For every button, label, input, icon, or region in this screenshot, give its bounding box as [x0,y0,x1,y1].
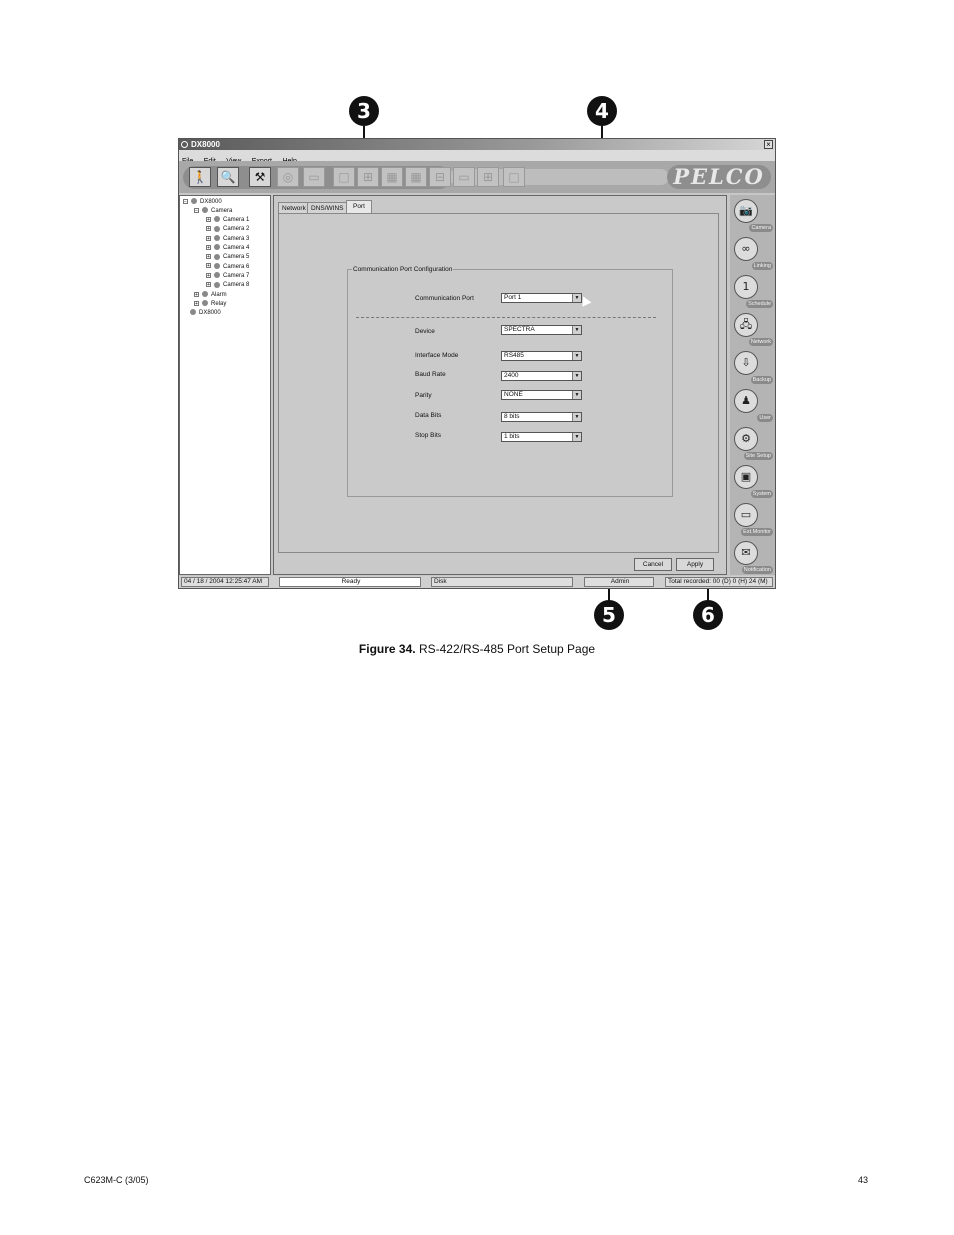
dropdown-arrow-icon[interactable]: ▼ [572,391,581,399]
dropdown-arrow-icon[interactable]: ▼ [572,433,581,441]
menu-bar [179,150,775,161]
nav-label: Notification [743,567,771,573]
pelco-logo: PELCO [667,165,771,189]
expand-icon[interactable]: + [207,272,210,279]
callout-6: 6 [693,600,723,630]
application-window [178,138,776,589]
window-title: DX8000 [191,140,220,149]
user-icon: ♟ [734,389,758,413]
nav-notification-button[interactable] [733,540,773,576]
parity-label: Parity [415,392,432,399]
layout-5-icon[interactable]: ⊟ [429,167,451,187]
nav-ext-monitor-button[interactable] [733,502,773,538]
nav-label: Linking [753,263,771,269]
status-ready: Ready [279,577,421,587]
tree-root[interactable]: − DX8000 [184,198,222,205]
data-bits-label: Data Bits [415,412,442,419]
comm-port-select[interactable]: Port 1 ▼ [501,293,582,303]
nav-camera-button[interactable] [733,198,773,234]
expand-icon[interactable]: + [207,235,210,242]
baud-rate-select[interactable]: 2400 ▼ [501,371,582,381]
group-title: Communication Port Configuration [353,266,453,273]
tools-icon[interactable]: ⚒ [249,167,271,187]
layout-3x3-icon[interactable]: ▦ [381,167,403,187]
network-icon: 🖧 [734,313,758,337]
server-drive-icon [190,309,196,315]
disabled-1-icon[interactable]: ◎ [277,167,299,187]
tree-camera-8[interactable]: + Camera 8 [207,282,250,289]
nav-network-button[interactable] [733,312,773,348]
status-datetime: 04 / 18 / 2004 12:25:47 AM [181,577,269,587]
nav-system-button[interactable] [733,464,773,500]
layout-6-icon[interactable]: ▭ [453,167,475,187]
interface-mode-label: Interface Mode [415,352,459,359]
device-select[interactable]: SPECTRA ▼ [501,325,582,335]
camera-icon [202,207,208,213]
schedule-icon: 1 [734,275,758,299]
camera-icon [214,216,220,222]
separator [356,317,656,318]
camera-icon: 📷 [734,199,758,223]
server-icon [191,198,197,204]
callout-4: 4 [587,96,617,126]
tree-server[interactable]: DX8000 [190,309,221,317]
tree-camera-1[interactable]: + Camera 1 [207,216,250,223]
data-bits-select[interactable]: 8 bits ▼ [501,412,582,422]
camera-icon [214,282,220,288]
alarm-icon [202,291,208,297]
tree-relay[interactable]: + Relay [195,300,227,307]
tree-alarm[interactable]: + Alarm [195,291,227,298]
status-bar [179,576,775,588]
camera-icon [214,235,220,241]
backup-icon: ⇩ [734,351,758,375]
status-disk: Disk [431,577,573,587]
expand-icon[interactable]: + [195,300,198,307]
nav-label: Ext.Monitor [743,529,771,535]
nav-label: System [752,491,771,497]
apply-button[interactable]: Apply [676,558,714,571]
tree-camera-group[interactable]: − Camera [195,207,233,214]
right-navigation [730,195,775,575]
port-tab-pane [278,213,719,553]
expand-icon[interactable]: + [207,226,210,233]
tree-camera-7[interactable]: + Camera 7 [207,272,250,279]
nav-label: Site Setup [745,453,771,459]
tree-camera-4[interactable]: + Camera 4 [207,244,250,251]
camera-icon [214,272,220,278]
fullscreen-icon[interactable]: □ [503,167,525,187]
nav-label: Schedule [748,301,771,307]
camera-icon [214,263,220,269]
device-tree [179,195,271,575]
nav-label: User [759,415,771,421]
expand-icon[interactable]: + [207,263,210,270]
expand-icon[interactable]: + [207,244,210,251]
figure-title: RS-422/RS-485 Port Setup Page [418,642,596,656]
figure-caption [0,641,954,657]
nav-user-button[interactable] [733,388,773,424]
device-label: Device [415,328,435,335]
nav-label: Network [750,339,771,345]
tree-camera-6[interactable]: + Camera 6 [207,263,250,270]
app-logo-icon [181,141,188,148]
title-bar[interactable] [179,139,775,150]
nav-site-setup-button[interactable] [733,426,773,462]
camera-icon [214,254,220,260]
nav-label: Camera [751,225,771,231]
callout-5: 5 [594,600,624,630]
layout-2x2-icon[interactable]: ⊞ [357,167,379,187]
tab-port[interactable]: Port [346,200,372,213]
content-area [273,195,727,575]
layout-7-icon[interactable]: ⊞ [477,167,499,187]
system-icon: ▣ [734,465,758,489]
nav-schedule-button[interactable] [733,274,773,310]
interface-mode-select[interactable]: RS485 ▼ [501,351,582,361]
relay-icon [202,300,208,306]
tree-camera-5[interactable]: + Camera 5 [207,254,250,261]
site-setup-icon: ⚙ [734,427,758,451]
notification-icon: ✉ [734,541,758,565]
dropdown-arrow-icon[interactable]: ▼ [572,294,581,302]
collapse-icon[interactable]: − [195,207,198,214]
dropdown-arrow-icon[interactable]: ▼ [572,413,581,421]
baud-rate-label: Baud Rate [415,371,446,378]
expand-icon[interactable]: + [207,216,210,223]
tree-camera-3[interactable]: + Camera 3 [207,235,250,242]
callout-3: 3 [349,96,379,126]
person-icon[interactable]: 🚶 [189,167,211,187]
camera-icon [214,244,220,250]
footer-doc-id: C623M-C (3/05) [84,1175,149,1185]
expand-icon[interactable]: + [207,254,210,261]
tab-dns-wins[interactable]: DNS/WINS [307,202,348,213]
status-user: Admin [584,577,654,587]
figure-label: Figure 34. [358,642,416,656]
linking-icon: ∞ [734,237,758,261]
footer-page-number: 43 [858,1175,869,1185]
stop-bits-select[interactable]: 1 bits ▼ [501,432,582,442]
close-button[interactable]: × [764,140,773,149]
stop-bits-label: Stop Bits [415,432,442,439]
layout-1x1-icon[interactable]: □ [333,167,355,187]
nav-linking-button[interactable] [733,236,773,272]
dropdown-arrow-icon[interactable]: ▼ [572,372,581,380]
comm-port-label: Communication Port [415,295,474,302]
parity-select[interactable]: NONE ▼ [501,390,582,400]
tree-camera-2[interactable]: + Camera 2 [207,226,250,233]
toolbar [179,161,775,193]
collapse-icon[interactable]: − [184,198,187,205]
status-recorded: Total recorded: 00 (D) 0 (H) 24 (M) [665,577,773,587]
nav-backup-button[interactable] [733,350,773,386]
tab-network[interactable]: Network [278,202,310,213]
ext-monitor-icon: ▭ [734,503,758,527]
expand-icon[interactable]: + [195,291,198,298]
disabled-2-icon[interactable]: ▭ [303,167,325,187]
communication-port-group [347,266,673,497]
layout-4x4-icon[interactable]: ▦ [405,167,427,187]
nav-label: Backup [752,377,771,383]
search-icon[interactable]: 🔍 [217,167,239,187]
cancel-button[interactable]: Cancel [634,558,672,571]
dropdown-arrow-icon[interactable]: ▼ [572,326,581,334]
dropdown-arrow-icon[interactable]: ▼ [572,352,581,360]
expand-icon[interactable]: + [207,282,210,289]
camera-icon [214,226,220,232]
